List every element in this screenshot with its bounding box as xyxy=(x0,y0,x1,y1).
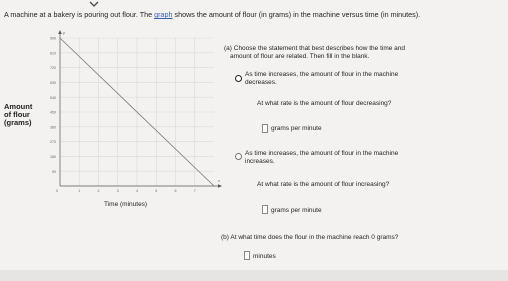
option-decreases-line1: As time increases, the amount of flour in the machine xyxy=(245,71,399,78)
y-axis-label-line1: Amount xyxy=(4,102,33,111)
decreasing-rate-question: At what rate is the amount of flour decreasing? xyxy=(257,100,392,107)
y-arrow-label: y xyxy=(63,31,65,35)
option-decreases-radio[interactable] xyxy=(235,75,242,82)
zero-time-unit: minutes xyxy=(253,253,276,260)
x-arrow-label: x xyxy=(218,179,220,183)
option-increases-line2: increases. xyxy=(245,158,275,165)
x-tick-label: 7 xyxy=(193,189,196,193)
x-axis-label: Time (minutes) xyxy=(104,201,148,208)
option-increases-radio[interactable] xyxy=(235,153,242,160)
x-tick-label: 2 xyxy=(97,189,100,193)
origin-label: 0 xyxy=(56,189,58,193)
y-axis-label-line2: of flour xyxy=(4,110,30,119)
part-b-question: (b) At what time does the flour in the machine reach 0 grams? xyxy=(221,234,399,241)
question-suffix: shows the amount of flour (in grams) in the machine versus time (in minutes). xyxy=(172,10,421,19)
y-tick-label: 900 xyxy=(50,36,56,41)
y-tick-label: 720 xyxy=(50,66,56,71)
question-prefix: A machine at a bakery is pouring out flour. The xyxy=(4,10,155,19)
x-tick-label: 5 xyxy=(155,189,158,193)
decreasing-rate-input[interactable] xyxy=(262,124,268,133)
y-tick-label: 270 xyxy=(50,140,56,145)
y-tick-label: 540 xyxy=(50,95,56,100)
y-tick-label: 630 xyxy=(50,81,56,85)
decreasing-rate-unit: grams per minute xyxy=(271,125,322,132)
option-increases-line1: As time increases, the amount of flour in the machine xyxy=(245,150,399,157)
y-tick-label: 360 xyxy=(50,125,56,130)
increasing-rate-input[interactable] xyxy=(262,205,268,214)
bottom-bar xyxy=(0,270,508,281)
y-tick-label: 810 xyxy=(50,51,56,56)
increasing-rate-question: At what rate is the amount of flour increasing? xyxy=(257,181,390,188)
increasing-rate-unit: grams per minute xyxy=(271,207,322,214)
y-axis-label-line3: (grams) xyxy=(4,118,32,127)
y-tick-label: 90 xyxy=(52,169,56,174)
x-tick-label: 4 xyxy=(136,189,138,193)
graph-link[interactable]: graph xyxy=(154,10,173,19)
zero-time-input[interactable] xyxy=(244,251,250,260)
option-decreases-line2: decreases. xyxy=(245,79,277,86)
x-tick-label: 6 xyxy=(174,189,177,193)
x-tick-label: 3 xyxy=(116,189,119,193)
y-tick-label: 450 xyxy=(50,110,56,115)
y-tick-label: 180 xyxy=(50,155,56,159)
part-a-heading-line1: (a) Choose the statement that best describes how the time and xyxy=(224,45,406,52)
part-a-heading-line2: amount of flour are related. Then fill in the blank. xyxy=(230,53,370,60)
x-tick-label: 1 xyxy=(78,189,81,193)
